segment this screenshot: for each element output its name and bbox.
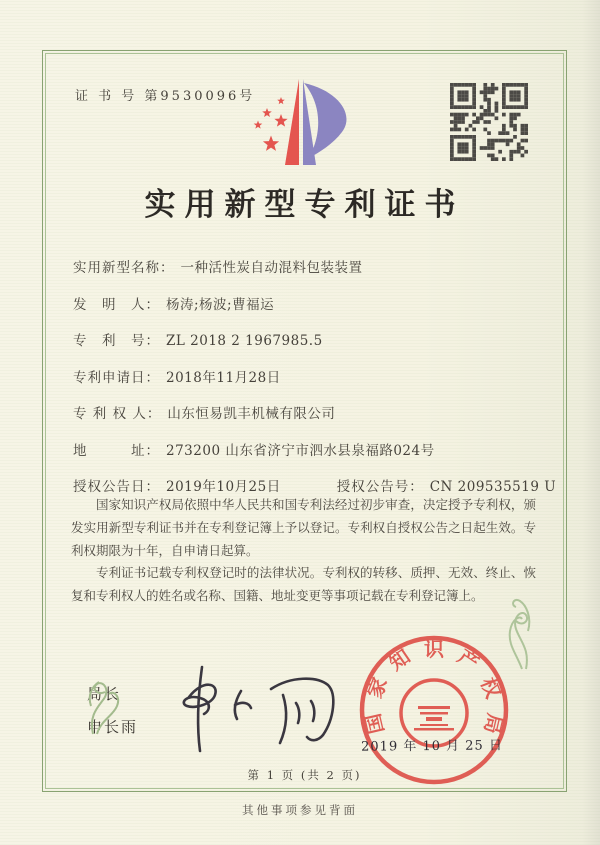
certificate-border-frame [42, 50, 567, 792]
field-label: 专利申请日： [73, 369, 160, 386]
back-note: 其他事项参见背面 [242, 803, 358, 817]
field-grant-row [73, 475, 557, 495]
certificate-title: 实用新型专利证书 [144, 187, 465, 223]
field-value: 273200 山东省济宁市泗水县泉福路024号 [166, 442, 435, 459]
svg-text:国: 国 [360, 711, 389, 737]
field-application-date [73, 366, 526, 386]
field-value: 2019年10月25日 [166, 479, 281, 495]
svg-text:产: 产 [453, 644, 484, 676]
field-grant-number [337, 475, 556, 495]
field-utility-model-name [73, 256, 526, 276]
svg-text:局: 局 [479, 711, 508, 737]
svg-text:家: 家 [362, 674, 392, 702]
qr-code-icon [450, 83, 528, 161]
field-label: 实用新型名称： [73, 260, 175, 276]
field-value: ZL 2018 2 1967985.5 [166, 333, 323, 349]
signer-block [87, 683, 138, 749]
field-grant-date [73, 475, 281, 495]
field-label: 授权公告日： [73, 479, 160, 495]
field-patentee [73, 402, 526, 422]
seal-date: 2019 年 10 月 25 日 [361, 738, 504, 755]
legal-paragraph-2: 专利证书记载专利权登记时的法律状况。专利权的转移、质押、无效、终止、恢复和专利权人的姓名或名称、国籍、地址变更等事项记载在专利登记簿上。 [71, 565, 536, 603]
page-number: 第 1 页 (共 2 页) [247, 768, 362, 782]
field-value: CN 209535519 U [429, 479, 557, 495]
field-label: 发 明 人： [73, 296, 160, 313]
qr-code [450, 83, 528, 161]
patent-logo-icon [225, 69, 395, 187]
signer-name: 申长雨 [87, 718, 139, 736]
svg-text:知: 知 [384, 644, 415, 676]
field-label: 专 利 号： [73, 333, 160, 349]
legal-paragraph-1: 国家知识产权局依照中华人民共和国专利法经过初步审查，决定授予专利权，颁发实用新型专利证书并在专利登记簿上予以登记。专利权自授权公告之日起生效。专利权期限为十年，自申请日起算。 [71, 497, 536, 558]
field-label: 授权公告号： [336, 479, 424, 495]
director-signature-icon [165, 661, 350, 756]
signer-title: 局长 [87, 685, 122, 703]
field-value: 一种活性炭自动混料包装装置 [180, 260, 363, 276]
field-value: 山东恒易凯丰机械有限公司 [167, 406, 336, 422]
field-label: 专 利 权 人： [73, 406, 162, 422]
certificate-fields [73, 256, 557, 495]
field-address [73, 439, 526, 459]
svg-text:识: 识 [424, 637, 444, 661]
field-patent-number [73, 329, 526, 349]
certificate-number: 证 书 号 第9530096号 [75, 89, 256, 104]
field-value: 2018年11月28日 [166, 369, 281, 386]
field-inventors [73, 293, 526, 313]
svg-text:权: 权 [476, 674, 506, 702]
cnipa-patent-logo [225, 69, 395, 187]
field-label: 地 址： [73, 442, 160, 459]
legal-paragraphs [71, 494, 536, 608]
field-value: 杨涛;杨波;曹福运 [166, 296, 275, 313]
